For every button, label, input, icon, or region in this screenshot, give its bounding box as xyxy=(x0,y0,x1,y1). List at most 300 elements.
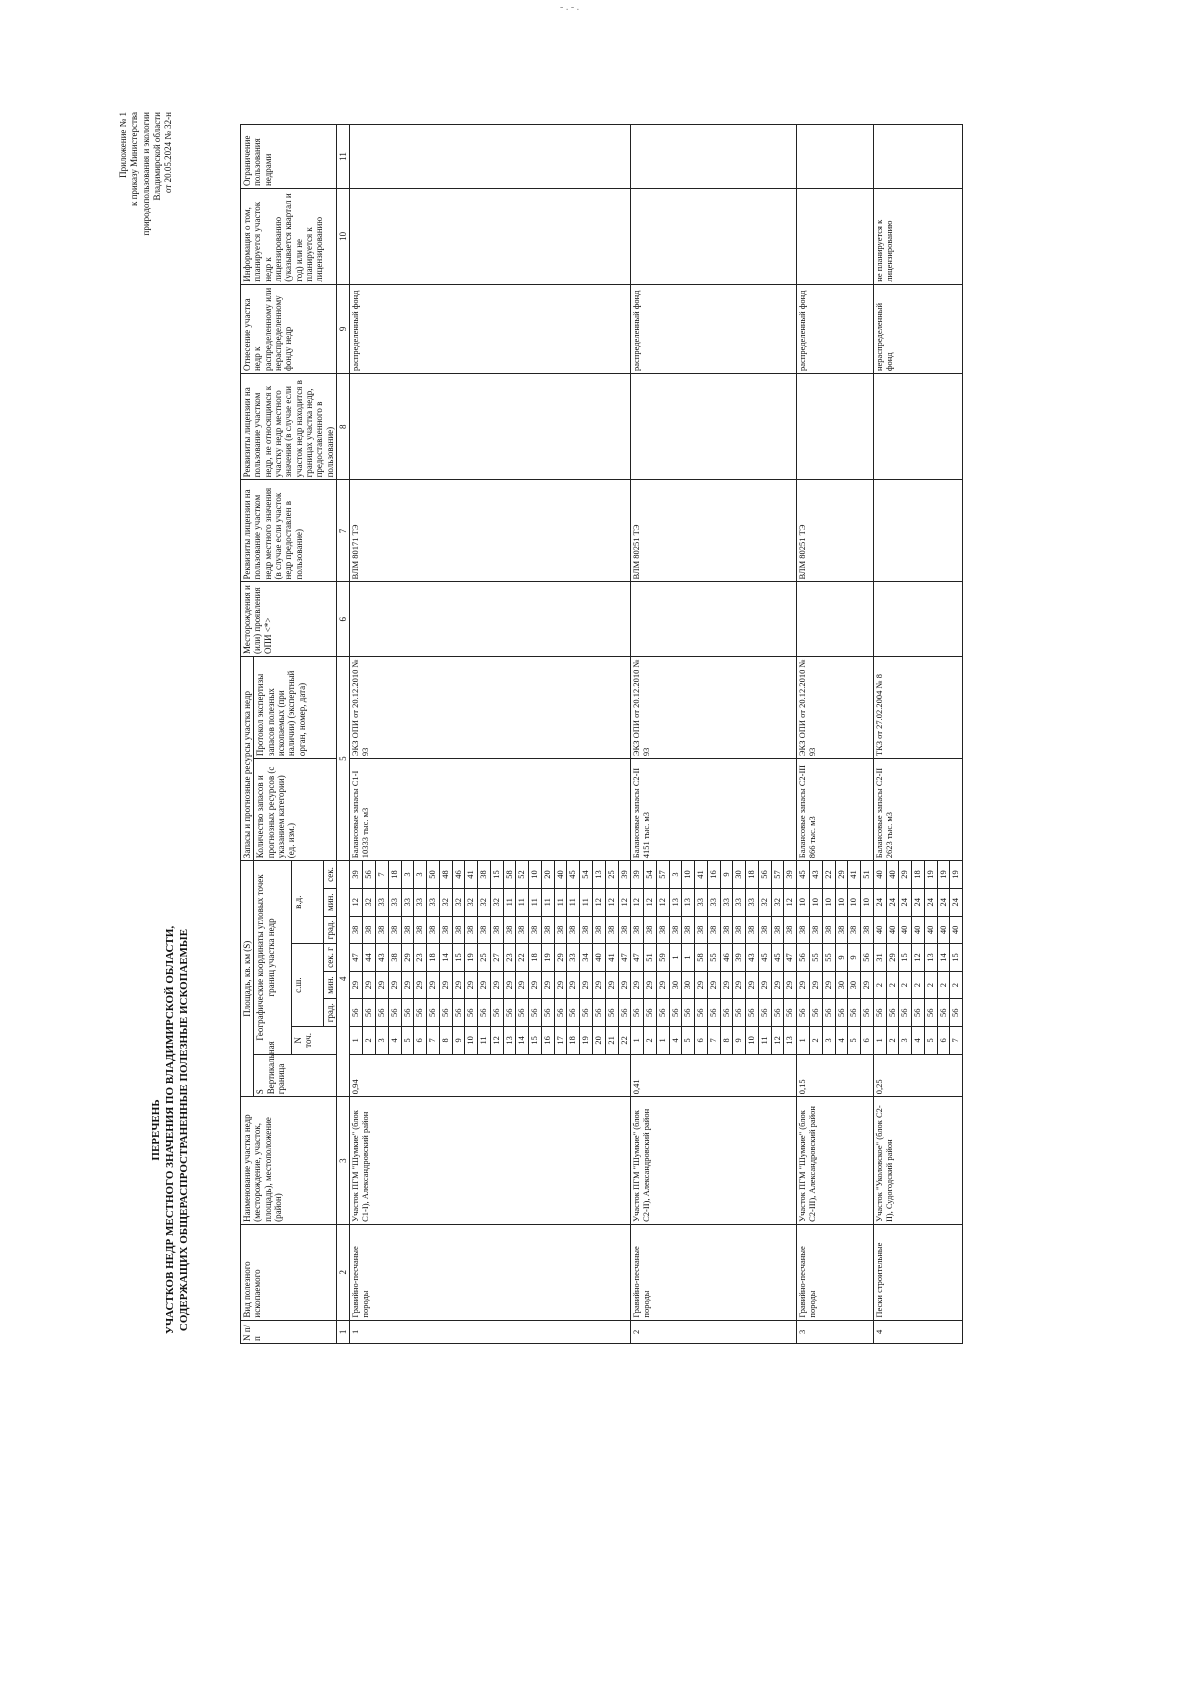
coord-cell: 56 xyxy=(950,999,963,1027)
coord-cell: 38 xyxy=(707,916,720,944)
coord-cell: 10 xyxy=(835,888,848,916)
coord-cell: 38 xyxy=(656,916,669,944)
site-mineral: Гравийно-песчаные породы xyxy=(350,1224,631,1320)
coord-cell: 6 xyxy=(861,1027,874,1055)
coord-cell: 54 xyxy=(644,861,657,889)
coord-cell: 56 xyxy=(401,999,414,1027)
coord-cell: 30 xyxy=(848,971,861,999)
title-line: ПЕРЕЧЕНЬ xyxy=(150,1099,162,1161)
header-fund: Отнесение участка недр к распределенному или нераспределенному фонду недр xyxy=(241,284,337,373)
coord-cell: 32 xyxy=(363,888,376,916)
coord-cell: 38 xyxy=(771,916,784,944)
site-mineral: Гравийно-песчаные породы xyxy=(631,1224,797,1320)
coord-cell: 38 xyxy=(414,916,427,944)
header-mineral: Вид полезного ископаемого xyxy=(241,1224,337,1320)
coord-cell: 2 xyxy=(950,971,963,999)
coord-cell: 56 xyxy=(912,999,925,1027)
coord-cell: 56 xyxy=(618,999,631,1027)
coord-cell: 19 xyxy=(580,1027,593,1055)
coord-cell: 29 xyxy=(758,971,771,999)
header-license-other: Реквизиты лицензии на пользование участком недр, не относящимся к участку недр местного значения (в случае если участок недр находится в границах участка недр, предоставленного в пользование) xyxy=(241,374,337,480)
coord-cell: 56 xyxy=(644,999,657,1027)
coord-cell: 56 xyxy=(797,944,810,972)
coord-cell: 12 xyxy=(631,888,644,916)
coord-cell: 38 xyxy=(822,916,835,944)
site-fund: распределенный фонд xyxy=(350,284,631,373)
coord-cell: 11 xyxy=(580,888,593,916)
coord-cell: 6 xyxy=(695,1027,708,1055)
coord-cell: 38 xyxy=(465,916,478,944)
coord-cell: 3 xyxy=(375,1027,388,1055)
coord-cell: 29 xyxy=(695,971,708,999)
coord-cell: 6 xyxy=(937,1027,950,1055)
coord-cell: 38 xyxy=(682,916,695,944)
header-lon-min: мин. xyxy=(323,888,336,916)
appendix-line: от 20.05.2024 № 32-н xyxy=(163,112,173,193)
coord-cell: 47 xyxy=(631,944,644,972)
coord-cell: 43 xyxy=(746,944,759,972)
coord-cell: 38 xyxy=(541,916,554,944)
coord-cell: 56 xyxy=(541,999,554,1027)
site-name: Участок ПГМ "Шумкие" (блок С2-III), Александровский район xyxy=(797,1097,874,1225)
coord-cell: 24 xyxy=(886,888,899,916)
coord-cell: 9 xyxy=(720,861,733,889)
coord-cell: 15 xyxy=(452,944,465,972)
coord-cell: 56 xyxy=(554,999,567,1027)
coord-cell: 33 xyxy=(695,888,708,916)
coord-cell: 8 xyxy=(439,1027,452,1055)
document-title xyxy=(150,640,191,1620)
coord-cell: 56 xyxy=(924,999,937,1027)
coord-cell: 10 xyxy=(465,1027,478,1055)
coord-cell: 39 xyxy=(618,861,631,889)
coord-cell: 24 xyxy=(924,888,937,916)
coord-cell: 29 xyxy=(529,971,542,999)
coord-cell: 11 xyxy=(478,1027,491,1055)
site-reserves: Балансовые запасы С2-II 4151 тыс. м3 xyxy=(631,759,797,861)
site-plans: не планируется к лицензированию xyxy=(873,188,962,284)
coord-cell: 56 xyxy=(592,999,605,1027)
coord-cell: 55 xyxy=(810,944,823,972)
coord-cell: 40 xyxy=(899,916,912,944)
colnum-3: 3 xyxy=(337,1097,350,1225)
site-plans xyxy=(797,188,874,284)
header-s-label: S xyxy=(255,1089,266,1095)
coord-cell: 24 xyxy=(950,888,963,916)
coord-cell: 1 xyxy=(797,1027,810,1055)
coord-cell: 13 xyxy=(503,1027,516,1055)
coord-cell: 11 xyxy=(503,888,516,916)
coord-cell: 19 xyxy=(541,944,554,972)
coord-cell: 12 xyxy=(912,944,925,972)
site-restrictions xyxy=(797,125,874,189)
appendix-line: Владимирской области xyxy=(151,112,162,201)
coord-cell: 29 xyxy=(797,971,810,999)
coord-cell: 56 xyxy=(835,999,848,1027)
coord-cell: 29 xyxy=(375,971,388,999)
coord-cell: 40 xyxy=(554,861,567,889)
coord-cell: 56 xyxy=(439,999,452,1027)
coord-cell: 3 xyxy=(899,1027,912,1055)
coord-cell: 56 xyxy=(516,999,529,1027)
coord-cell: 56 xyxy=(388,999,401,1027)
header-plans: Информация о том, планируется участок недр к лицензированию (указывается квартал и год) или не планируется к лицензированию xyxy=(241,188,337,284)
coord-cell: 29 xyxy=(478,971,491,999)
coord-cell: 40 xyxy=(886,861,899,889)
coord-cell: 13 xyxy=(669,888,682,916)
coord-cell: 38 xyxy=(452,916,465,944)
site-area: 0,25 xyxy=(873,1054,962,1097)
coord-cell: 10 xyxy=(797,888,810,916)
coord-cell: 3 xyxy=(414,861,427,889)
coord-cell: 9 xyxy=(835,944,848,972)
table-row xyxy=(797,125,810,1344)
site-deposit xyxy=(350,582,631,656)
coord-cell: 29 xyxy=(810,971,823,999)
coord-cell: 15 xyxy=(490,861,503,889)
coord-cell: 33 xyxy=(733,888,746,916)
coord-cell: 38 xyxy=(503,916,516,944)
coord-cell: 38 xyxy=(848,916,861,944)
coord-cell: 38 xyxy=(401,916,414,944)
coord-cell: 8 xyxy=(720,1027,733,1055)
coord-cell: 29 xyxy=(363,971,376,999)
coord-cell: 18 xyxy=(427,944,440,972)
coord-cell: 29 xyxy=(350,971,363,999)
coord-cell: 43 xyxy=(810,861,823,889)
coord-cell: 1 xyxy=(656,1027,669,1055)
header-reserves-qty: Количество запасов и прогнозных ресурсов (с указанием категории) (ед. изм.) xyxy=(254,759,337,861)
coord-cell: 56 xyxy=(797,999,810,1027)
site-no: 2 xyxy=(631,1320,797,1343)
colnum-6: 6 xyxy=(337,582,350,656)
coord-cell: 46 xyxy=(720,944,733,972)
site-license-other xyxy=(797,374,874,480)
rotated-table-wrapper xyxy=(240,124,1070,1344)
header-point-no: N точ. xyxy=(292,1027,337,1055)
coord-cell: 10 xyxy=(682,861,695,889)
coord-cell: 40 xyxy=(886,916,899,944)
site-area: 0,41 xyxy=(631,1054,797,1097)
coord-cell: 11 xyxy=(758,1027,771,1055)
sites-table-body xyxy=(350,125,963,1344)
coord-cell: 45 xyxy=(797,861,810,889)
coord-cell: 5 xyxy=(924,1027,937,1055)
header-lat-deg: град. xyxy=(323,999,336,1027)
site-fund: распределенный фонд xyxy=(631,284,797,373)
coord-cell: 56 xyxy=(848,999,861,1027)
colnum-7: 7 xyxy=(337,480,350,582)
coord-cell: 10 xyxy=(822,888,835,916)
coord-cell: 56 xyxy=(771,999,784,1027)
coord-cell: 56 xyxy=(656,999,669,1027)
coord-cell: 2 xyxy=(810,1027,823,1055)
coord-cell: 56 xyxy=(810,999,823,1027)
coord-cell: 10 xyxy=(529,861,542,889)
coord-cell: 33 xyxy=(567,944,580,972)
coord-cell: 38 xyxy=(350,916,363,944)
title-line: УЧАСТКОВ НЕДР МЕСТНОГО ЗНАЧЕНИЯ ПО ВЛАДИМИРСКОЙ ОБЛАСТИ, xyxy=(163,925,176,1335)
coord-cell: 29 xyxy=(592,971,605,999)
site-reserves: Балансовые запасы С1-I 10333 тыс. м3 xyxy=(350,759,631,861)
coord-cell: 56 xyxy=(784,999,797,1027)
appendix-line: к приказу Министерства xyxy=(129,112,140,207)
coord-cell: 32 xyxy=(771,888,784,916)
corner-mark: - . - . xyxy=(560,2,580,13)
coord-cell: 47 xyxy=(350,944,363,972)
coord-cell: 39 xyxy=(350,861,363,889)
coord-cell: 29 xyxy=(541,971,554,999)
colnum-4: 4 xyxy=(337,861,350,1097)
coord-cell: 43 xyxy=(375,944,388,972)
coord-cell: 1 xyxy=(682,944,695,972)
colnum-1: 1 xyxy=(337,1320,350,1343)
coord-cell: 17 xyxy=(554,1027,567,1055)
appendix-line: Приложение № 1 xyxy=(118,112,128,178)
coord-cell: 56 xyxy=(490,999,503,1027)
coord-cell: 38 xyxy=(516,916,529,944)
coord-cell: 55 xyxy=(822,944,835,972)
coord-cell: 7 xyxy=(950,1027,963,1055)
coord-cell: 56 xyxy=(695,999,708,1027)
colnum-2: 2 xyxy=(337,1224,350,1320)
coord-cell: 14 xyxy=(439,944,452,972)
coord-cell: 56 xyxy=(886,999,899,1027)
coord-cell: 2 xyxy=(924,971,937,999)
header-coords-group: Географические координаты угловых точек границ участка недр xyxy=(254,861,292,1055)
coord-cell: 18 xyxy=(388,861,401,889)
coord-cell: 2 xyxy=(873,971,886,999)
coord-cell: 40 xyxy=(912,916,925,944)
coord-cell: 33 xyxy=(720,888,733,916)
coord-cell: 5 xyxy=(682,1027,695,1055)
coord-cell: 10 xyxy=(861,888,874,916)
site-plans xyxy=(350,188,631,284)
colnum-10: 10 xyxy=(337,188,350,284)
coord-cell: 40 xyxy=(937,916,950,944)
coord-cell: 18 xyxy=(746,861,759,889)
coord-cell: 38 xyxy=(375,916,388,944)
coord-cell: 12 xyxy=(490,1027,503,1055)
coord-cell: 38 xyxy=(363,916,376,944)
coord-cell: 29 xyxy=(631,971,644,999)
coord-cell: 38 xyxy=(695,916,708,944)
coord-cell: 13 xyxy=(682,888,695,916)
coord-cell: 33 xyxy=(746,888,759,916)
sites-table xyxy=(240,124,963,1344)
header-vertical-boundary: Вертикальная граница xyxy=(265,1041,287,1095)
coord-cell: 29 xyxy=(835,861,848,889)
coord-cell: 38 xyxy=(644,916,657,944)
coord-cell: 19 xyxy=(465,944,478,972)
coord-cell: 45 xyxy=(771,944,784,972)
coord-cell: 29 xyxy=(899,861,912,889)
coord-cell: 38 xyxy=(784,916,797,944)
colnum-8: 8 xyxy=(337,374,350,480)
site-license-other xyxy=(350,374,631,480)
coord-cell: 2 xyxy=(912,971,925,999)
coord-cell: 33 xyxy=(388,888,401,916)
coord-cell: 56 xyxy=(937,999,950,1027)
header-deposit: Месторождения и (или) проявления ОПИ <*> xyxy=(241,582,337,656)
coord-cell: 48 xyxy=(439,861,452,889)
site-deposit xyxy=(873,582,962,656)
coord-cell: 56 xyxy=(478,999,491,1027)
site-area: 0,15 xyxy=(797,1054,874,1097)
coord-cell: 16 xyxy=(707,861,720,889)
coord-cell: 3 xyxy=(822,1027,835,1055)
coord-cell: 33 xyxy=(375,888,388,916)
coord-cell: 38 xyxy=(554,916,567,944)
coord-cell: 29 xyxy=(746,971,759,999)
coord-cell: 38 xyxy=(490,916,503,944)
coord-cell: 9 xyxy=(452,1027,465,1055)
coord-cell: 9 xyxy=(848,944,861,972)
site-fund: нераспределенный фонд xyxy=(873,284,962,373)
coord-cell: 21 xyxy=(605,1027,618,1055)
header-protocol: Протокол экспертизы запасов полезных ископаемых (при наличии) (экспертный орган, номер, дата) xyxy=(254,656,337,758)
header-lat: с.ш. xyxy=(292,944,324,1027)
coord-cell: 38 xyxy=(478,861,491,889)
coord-cell: 46 xyxy=(452,861,465,889)
site-name: Участок ПГМ "Шумкие" (блок С1-I), Александровский район xyxy=(350,1097,631,1225)
coord-cell: 38 xyxy=(567,916,580,944)
coord-cell: 38 xyxy=(835,916,848,944)
coord-cell: 56 xyxy=(631,999,644,1027)
coord-cell: 29 xyxy=(720,971,733,999)
coord-cell: 30 xyxy=(835,971,848,999)
header-restrictions: Ограничение пользования недрами xyxy=(241,125,337,189)
coord-cell: 33 xyxy=(707,888,720,916)
coord-cell: 29 xyxy=(618,971,631,999)
header-reserves-group: Запасы и прогнозные ресурсы участка недр xyxy=(241,656,254,860)
coord-cell: 20 xyxy=(541,861,554,889)
header-name: Наименование участка недр (месторождение, участок, площадь), местоположение (район) xyxy=(241,1097,337,1225)
coord-cell: 38 xyxy=(758,916,771,944)
coord-cell: 4 xyxy=(388,1027,401,1055)
coord-cell: 5 xyxy=(401,1027,414,1055)
coord-cell: 56 xyxy=(375,999,388,1027)
coord-cell: 38 xyxy=(592,916,605,944)
coord-cell: 38 xyxy=(580,916,593,944)
site-reserves: Балансовые запасы С2-II 2623 тыс. м3 xyxy=(873,759,962,861)
coord-cell: 38 xyxy=(439,916,452,944)
coord-cell: 7 xyxy=(707,1027,720,1055)
coord-cell: 2 xyxy=(886,1027,899,1055)
site-deposit xyxy=(631,582,797,656)
header-lon: в.д. xyxy=(292,861,324,944)
table-row xyxy=(350,125,363,1344)
coord-cell: 38 xyxy=(746,916,759,944)
coord-cell: 56 xyxy=(707,999,720,1027)
coord-cell: 38 xyxy=(388,944,401,972)
coord-cell: 32 xyxy=(452,888,465,916)
coord-cell: 11 xyxy=(554,888,567,916)
coord-cell: 41 xyxy=(848,861,861,889)
coord-cell: 12 xyxy=(592,888,605,916)
coord-cell: 30 xyxy=(682,971,695,999)
coord-cell: 32 xyxy=(439,888,452,916)
coord-cell: 24 xyxy=(873,888,886,916)
coord-cell: 56 xyxy=(350,999,363,1027)
coord-cell: 51 xyxy=(644,944,657,972)
coord-cell: 30 xyxy=(669,971,682,999)
coord-cell: 47 xyxy=(784,944,797,972)
coord-cell: 12 xyxy=(644,888,657,916)
coord-cell: 55 xyxy=(707,944,720,972)
coord-cell: 56 xyxy=(567,999,580,1027)
appendix-note xyxy=(118,112,174,372)
coord-cell: 47 xyxy=(618,944,631,972)
coord-cell: 29 xyxy=(554,944,567,972)
coord-cell: 13 xyxy=(784,1027,797,1055)
site-protocol: ЭКЗ ОПИ от 20.12.2010 № 93 xyxy=(631,656,797,758)
coord-cell: 56 xyxy=(720,999,733,1027)
header-no: N п/п xyxy=(241,1320,337,1343)
coord-cell: 33 xyxy=(401,888,414,916)
site-fund: распределенный фонд xyxy=(797,284,874,373)
coord-cell: 38 xyxy=(810,916,823,944)
title-line: СОДЕРЖАЩИХ ОБЩЕРАСПРОСТРАНЕННЫЕ ПОЛЕЗНЫЕ ИСКОПАЕМЫЕ xyxy=(177,928,190,1332)
coord-cell: 19 xyxy=(950,861,963,889)
coord-cell: 20 xyxy=(592,1027,605,1055)
coord-cell: 56 xyxy=(899,999,912,1027)
site-name: Участок "Уколовское" (блок С2-II), Судогодский район xyxy=(873,1097,962,1225)
coord-cell: 11 xyxy=(529,888,542,916)
coord-cell: 45 xyxy=(567,861,580,889)
coord-cell: 38 xyxy=(605,916,618,944)
site-plans xyxy=(631,188,797,284)
coord-cell: 4 xyxy=(912,1027,925,1055)
site-protocol: ЭКЗ ОПИ от 20.12.2010 № 93 xyxy=(797,656,874,758)
coord-cell: 29 xyxy=(554,971,567,999)
coord-cell: 30 xyxy=(733,861,746,889)
coord-cell: 1 xyxy=(631,1027,644,1055)
coord-cell: 29 xyxy=(733,971,746,999)
site-mineral: Пески строительные xyxy=(873,1224,962,1320)
coord-cell: 29 xyxy=(427,971,440,999)
coord-cell: 38 xyxy=(478,916,491,944)
site-restrictions xyxy=(631,125,797,189)
coord-cell: 38 xyxy=(631,916,644,944)
coord-cell: 14 xyxy=(516,1027,529,1055)
coord-cell: 58 xyxy=(695,944,708,972)
coord-cell: 29 xyxy=(567,971,580,999)
site-protocol: ЭКЗ ОПИ от 20.12.2010 № 93 xyxy=(350,656,631,758)
coord-cell: 29 xyxy=(465,971,478,999)
coord-cell: 40 xyxy=(592,944,605,972)
coord-cell: 38 xyxy=(618,916,631,944)
coord-cell: 18 xyxy=(529,944,542,972)
coord-cell: 29 xyxy=(401,944,414,972)
coord-cell: 2 xyxy=(363,1027,376,1055)
coord-cell: 10 xyxy=(746,1027,759,1055)
coord-cell: 44 xyxy=(363,944,376,972)
site-restrictions xyxy=(873,125,962,189)
coord-cell: 29 xyxy=(784,971,797,999)
coord-cell: 56 xyxy=(503,999,516,1027)
coord-cell: 13 xyxy=(592,861,605,889)
coord-cell: 32 xyxy=(478,888,491,916)
coord-cell: 33 xyxy=(414,888,427,916)
coord-cell: 2 xyxy=(937,971,950,999)
coord-cell: 5 xyxy=(848,1027,861,1055)
coord-cell: 57 xyxy=(656,861,669,889)
site-license: ВЛМ 80251 ТЭ xyxy=(797,480,874,582)
coord-cell: 12 xyxy=(618,888,631,916)
table-row xyxy=(631,125,644,1344)
coord-cell: 12 xyxy=(605,888,618,916)
